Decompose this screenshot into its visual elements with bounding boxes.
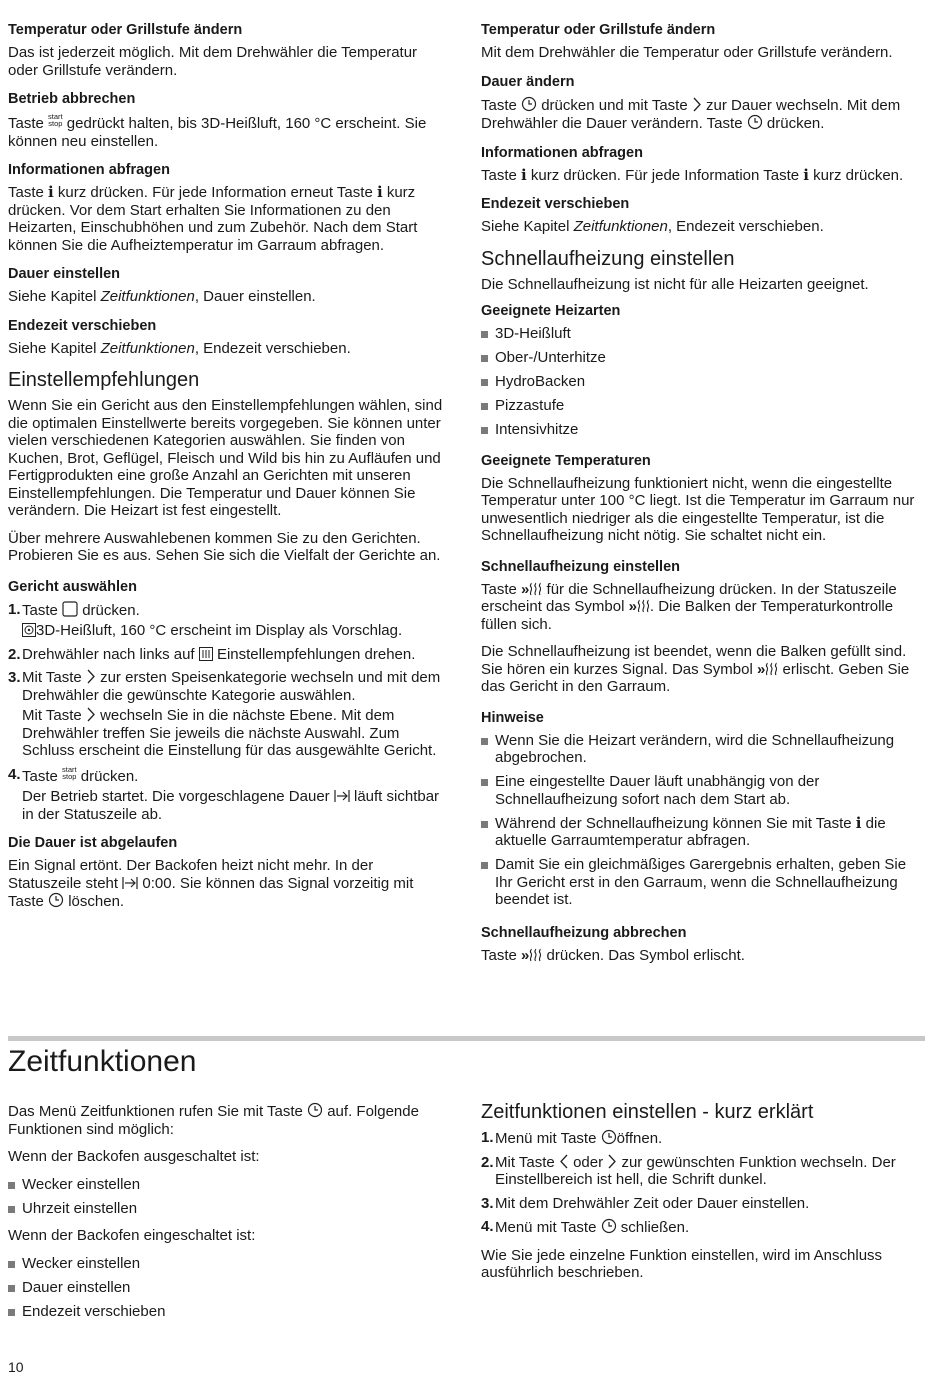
- section-heading: Die Dauer ist abgelaufen: [8, 835, 178, 851]
- text: kurz drücken.: [813, 166, 904, 184]
- paragraph: Die Schnellaufheizung ist nicht für alle Heizarten geeignet.: [481, 275, 869, 293]
- text: zur ersten Speisenkategorie wechseln und mit dem Drehwähler die gewünschte Kategorie auswählen.: [22, 669, 441, 704]
- paragraph: [8, 340, 450, 358]
- text: Menü mit Taste: [495, 1130, 597, 1147]
- step-item: [8, 766, 450, 824]
- chevron-right-icon: [86, 669, 96, 684]
- section-gericht-auswaehlen: [8, 579, 450, 824]
- section-temperatur-aendern: [481, 22, 925, 62]
- start-stop-icon: [62, 766, 77, 780]
- section-endezeit: [481, 196, 925, 236]
- info-icon: i: [803, 165, 809, 184]
- heizarten-list: [481, 325, 925, 439]
- paragraph: Wie Sie jede einzelne Funktion einstellen, wird im Anschluss ausführlich beschrieben.: [481, 1246, 883, 1281]
- heat-waves-icon: [765, 662, 778, 676]
- text: Taste: [22, 601, 58, 619]
- text: Taste: [8, 184, 44, 201]
- text: Siehe Kapitel: [481, 218, 570, 235]
- list-item: Eine eingestellte Dauer läuft unabhängig von der Schnellaufheizung sofort nach dem Start ab.: [481, 773, 925, 808]
- paragraph: Wenn Sie ein Gericht aus den Einstellempfehlungen wählen, sind die optimalen Einstellwerte bereits vorgegeben. Sie können unter vielen verschiedenen Kategorien auswählen. Sie finden von Kuchen, Brot, Geflügel, Fleisch und Wild bis hin zu Aufläufen und Fertigprodukten eine große Anzahl an Gerichten mit unseren Einstellempfehlungen. Die Temperatur und Dauer können Sie verändern. Die Heizart ist fest eingestellt.: [8, 397, 443, 519]
- step-number: 4.: [481, 1218, 494, 1235]
- start-label: start: [62, 764, 77, 774]
- section-divider: [8, 1036, 925, 1041]
- chapter-ref: Zeitfunktionen: [573, 218, 668, 235]
- text: kurz drücken. Für jede Information Taste: [530, 166, 800, 184]
- text: gedrückt halten, bis 3D-Heißluft, 160 °C erscheint. Sie können neu einstellen.: [8, 115, 427, 150]
- paragraph: Das ist jederzeit möglich. Mit dem Drehwähler die Temperatur oder Grillstufe verändern.: [8, 44, 418, 79]
- step-number: 1.: [8, 600, 21, 618]
- section-heading: Hinweise: [481, 709, 544, 726]
- text: Taste: [8, 115, 44, 132]
- section-heading: Temperatur oder Grillstufe ändern: [8, 22, 243, 38]
- left-column: [8, 22, 450, 923]
- section-temperatur-aendern: [8, 22, 450, 79]
- paragraph: [481, 218, 925, 236]
- text: zur Dauer wechseln. Mit dem Drehwähler die Dauer verändern. Taste: [481, 96, 901, 132]
- section-heading: Geeignete Temperaturen: [481, 452, 651, 469]
- list-item: Uhrzeit einstellen: [8, 1200, 450, 1218]
- recipe-button-icon: [62, 601, 78, 617]
- paragraph: [481, 643, 925, 696]
- section-heading: Dauer ändern: [481, 73, 575, 90]
- paragraph: [481, 96, 925, 133]
- section-dauer-einstellen: [8, 266, 450, 306]
- text: für die Schnellaufheizung drücken. In der Statuszeile erscheint das Symbol: [481, 580, 897, 615]
- text: Mit Taste: [22, 707, 82, 724]
- hot-air-icon: [22, 623, 36, 637]
- text: Das Menü Zeitfunktionen rufen Sie mit Taste: [8, 1103, 303, 1120]
- paragraph: [481, 947, 925, 965]
- list-item: Wecker einstellen: [8, 1255, 450, 1273]
- section-betrieb-abbrechen: [8, 91, 450, 150]
- text: drücken. Das Symbol erlischt.: [546, 946, 745, 964]
- list-item: Intensivhitze: [481, 421, 925, 439]
- rapid-arrows: »: [521, 946, 530, 964]
- text: Taste: [481, 96, 517, 114]
- text: wechseln Sie in die nächste Ebene. Mit dem Drehwähler treffen Sie jeweils die nächste Auswahl. Zum Schluss erscheint die Einstellung für das ausgewählte Gericht.: [22, 707, 437, 759]
- step-item: [481, 1195, 925, 1213]
- section-informationen: [481, 145, 925, 185]
- text: löschen.: [68, 893, 125, 910]
- step-number: 3.: [8, 669, 21, 686]
- text: , Endezeit verschieben.: [667, 218, 824, 235]
- step-item: [481, 1129, 925, 1148]
- zeit-left-column: [8, 1102, 450, 1330]
- paragraph: [481, 167, 925, 185]
- text: 3D-Heißluft, 160 °C erscheint im Display als Vorschlag.: [36, 622, 403, 639]
- section-dauer-abgelaufen: [8, 835, 450, 911]
- steps-list: [481, 1129, 925, 1237]
- chapter-title: Zeitfunktionen: [8, 1045, 197, 1078]
- text: , Dauer einstellen.: [194, 288, 316, 305]
- list-item: Wecker einstellen: [8, 1176, 450, 1194]
- text: oder: [573, 1153, 604, 1171]
- section-heading: Endezeit verschieben: [481, 196, 630, 212]
- text: schließen.: [620, 1219, 690, 1236]
- text: . Die Balken der Temperaturkontrolle füllen sich.: [481, 598, 894, 633]
- section-endezeit: [8, 318, 450, 358]
- section-informationen: [8, 162, 450, 254]
- text: 0:00. Sie können das Signal vorzeitig mit Taste: [8, 874, 414, 910]
- paragraph: Mit dem Drehwähler die Temperatur oder Grillstufe verändern.: [481, 44, 893, 61]
- clock-icon: [521, 96, 537, 112]
- text: Während der Schnellaufheizung können Sie mit Taste: [495, 814, 852, 832]
- rapid-heat-icon: [521, 947, 542, 964]
- text: auf. Folgende Funktionen sind möglich:: [8, 1103, 419, 1138]
- text: Taste: [481, 946, 517, 964]
- text: Drehwähler nach links auf: [22, 645, 195, 663]
- duration-icon: [122, 876, 138, 890]
- section-heading: Endezeit verschieben: [8, 317, 157, 334]
- step-number: 4.: [8, 765, 21, 783]
- section-heading: Gericht auswählen: [8, 578, 137, 595]
- paragraph: [481, 581, 925, 634]
- rapid-arrows: »: [628, 598, 637, 615]
- heat-waves-icon: [637, 599, 650, 613]
- heading-schnellaufheizung: Schnellaufheizung einstellen: [481, 247, 735, 270]
- text: öffnen.: [616, 1130, 663, 1147]
- clock-icon: [48, 892, 64, 908]
- paragraph: Wenn der Backofen ausgeschaltet ist:: [8, 1148, 260, 1165]
- list-item: Dauer einstellen: [8, 1279, 450, 1297]
- section-heading: Informationen abfragen: [481, 144, 643, 161]
- section-heading: Betrieb abbrechen: [8, 91, 136, 107]
- stop-label: stop: [62, 771, 77, 781]
- text: läuft sichtbar in der Statuszeile ab.: [22, 788, 440, 823]
- text: erlischt. Geben Sie das Gericht in den Garraum.: [481, 660, 910, 695]
- paragraph: Wenn der Backofen eingeschaltet ist:: [8, 1227, 256, 1244]
- paragraph: [8, 1102, 450, 1138]
- text: Die Schnellaufheizung ist beendet, wenn die Balken gefüllt sind. Sie hören ein kurzes Signal. Das Symbol: [481, 643, 907, 678]
- step-item: [481, 1218, 925, 1237]
- list-item: HydroBacken: [481, 373, 925, 391]
- section-heading: Schnellaufheizung abbrechen: [481, 924, 687, 941]
- text: Siehe Kapitel: [8, 339, 97, 357]
- text: Siehe Kapitel: [8, 288, 97, 305]
- step-item: [8, 601, 450, 640]
- text: die aktuelle Garraumtemperatur abfragen.: [495, 814, 886, 849]
- stop-label: stop: [48, 119, 63, 128]
- rapid-heat-icon: [757, 661, 778, 678]
- text: zur gewünschten Funktion wechseln. Der Einstellbereich ist hell, die Schrift dunkel.: [495, 1153, 896, 1188]
- start-stop-icon: [48, 113, 63, 127]
- chevron-right-icon: [692, 97, 702, 112]
- info-icon: i: [521, 165, 527, 184]
- text: kurz drücken. Vor dem Start erhalten Sie Informationen zu den Heizarten, Einschubhöhen und zum Zubehör. Nach dem Start können Sie die Aufheiztemperatur im Garraum abfragen.: [8, 184, 418, 254]
- step-item: [8, 646, 450, 664]
- step-item: [8, 669, 450, 760]
- page-number: 10: [8, 1359, 24, 1375]
- rapid-heat-icon: [521, 581, 542, 598]
- info-icon: i: [376, 183, 383, 201]
- text: Der Betrieb startet. Die vorgeschlagene Dauer: [22, 788, 330, 805]
- chevron-right-icon: [86, 707, 96, 722]
- paragraph: Über mehrere Auswahlebenen kommen Sie zu den Gerichten. Probieren Sie es aus. Sehen Sie sich die Vielfalt der Gerichte an.: [8, 529, 441, 564]
- section-dauer-aendern: [481, 74, 925, 133]
- hinweise-list: [481, 732, 925, 909]
- heading-einstellempfehlungen: Einstellempfehlungen: [8, 369, 200, 391]
- heading-kurz-erklaert: Zeitfunktionen einstellen - kurz erklärt: [481, 1101, 814, 1123]
- step-number: 2.: [481, 1153, 494, 1171]
- chevron-right-icon: [607, 1154, 617, 1169]
- list-item: Endezeit verschieben: [8, 1303, 450, 1321]
- text: Einstellempfehlungen drehen.: [216, 645, 416, 663]
- text: Taste: [22, 767, 58, 785]
- chapter-ref: Zeitfunktionen: [100, 288, 195, 305]
- right-column: [481, 22, 925, 974]
- section-heading: Geeignete Heizarten: [481, 303, 621, 319]
- text: Menü mit Taste: [495, 1219, 597, 1236]
- step-note: [22, 707, 450, 760]
- chevron-left-icon: [559, 1154, 569, 1169]
- rapid-heat-icon: [629, 598, 650, 615]
- list-item: Damit Sie ein gleichmäßiges Garergebnis erhalten, geben Sie Ihr Gericht erst in den Garraum, wenn die Schnellaufheizung beendet ist.: [481, 856, 925, 909]
- step-number: 1.: [481, 1129, 494, 1146]
- paragraph: [8, 184, 450, 254]
- text: drücken.: [80, 767, 139, 785]
- clock-icon: [747, 114, 763, 130]
- text: kurz drücken. Für jede Information erneut Taste: [57, 184, 373, 201]
- info-icon: i: [855, 813, 862, 832]
- rapid-arrows: »: [756, 660, 766, 678]
- functions-off-list: [8, 1176, 450, 1218]
- step-number: 2.: [8, 645, 21, 663]
- text: , Endezeit verschieben.: [194, 339, 351, 357]
- text: Taste: [481, 580, 517, 598]
- section-heading: Temperatur oder Grillstufe ändern: [481, 22, 716, 38]
- text: Mit Taste: [495, 1153, 555, 1171]
- start-label: start: [48, 112, 63, 121]
- duration-icon: [334, 789, 350, 803]
- paragraph: [8, 113, 450, 150]
- steps-list: [8, 601, 450, 824]
- list-item: Pizzastufe: [481, 397, 925, 415]
- step-item: [481, 1154, 925, 1189]
- functions-on-list: [8, 1255, 450, 1321]
- info-icon: i: [48, 183, 54, 201]
- heat-waves-icon: [529, 948, 542, 962]
- recommendations-icon: [199, 647, 213, 661]
- text: drücken.: [82, 601, 140, 619]
- heat-waves-icon: [529, 582, 542, 596]
- list-item: [481, 815, 925, 850]
- paragraph: [8, 857, 450, 911]
- text: Mit Taste: [22, 669, 82, 686]
- clock-icon: [307, 1102, 323, 1118]
- step-number: 3.: [481, 1194, 494, 1212]
- clock-icon: [601, 1129, 617, 1145]
- text: Taste: [481, 166, 517, 184]
- section-heading: Informationen abfragen: [8, 162, 170, 178]
- text: Ein Signal ertönt. Der Backofen heizt nicht mehr. In der Statuszeile steht: [8, 857, 374, 892]
- chapter-ref: Zeitfunktionen: [100, 339, 195, 357]
- clock-icon: [601, 1218, 617, 1234]
- zeit-right-column: [481, 1101, 925, 1292]
- text: drücken.: [766, 115, 825, 132]
- section-heading: Schnellaufheizung einstellen: [481, 558, 681, 575]
- step-note: [22, 788, 450, 823]
- paragraph: Die Schnellaufheizung funktioniert nicht, wenn die eingestellte Temperatur unter 100 °C liegt. Ist die Temperatur im Garraum nur unwesentlich niedriger als die eingestellte Temperatur, ist die Schnellaufheizung nicht nötig. Sie schaltet nicht ein.: [481, 474, 915, 544]
- section-heading: Dauer einstellen: [8, 266, 121, 282]
- rapid-arrows: »: [521, 580, 530, 598]
- list-item: Ober-/Unterhitze: [481, 349, 925, 367]
- text: drücken und mit Taste: [541, 96, 688, 114]
- text: Mit dem Drehwähler Zeit oder Dauer einstellen.: [495, 1194, 810, 1212]
- list-item: 3D-Heißluft: [481, 325, 925, 343]
- paragraph: [8, 288, 450, 306]
- list-item: Wenn Sie die Heizart verändern, wird die Schnellaufheizung abgebrochen.: [481, 732, 925, 767]
- step-result: [22, 622, 450, 640]
